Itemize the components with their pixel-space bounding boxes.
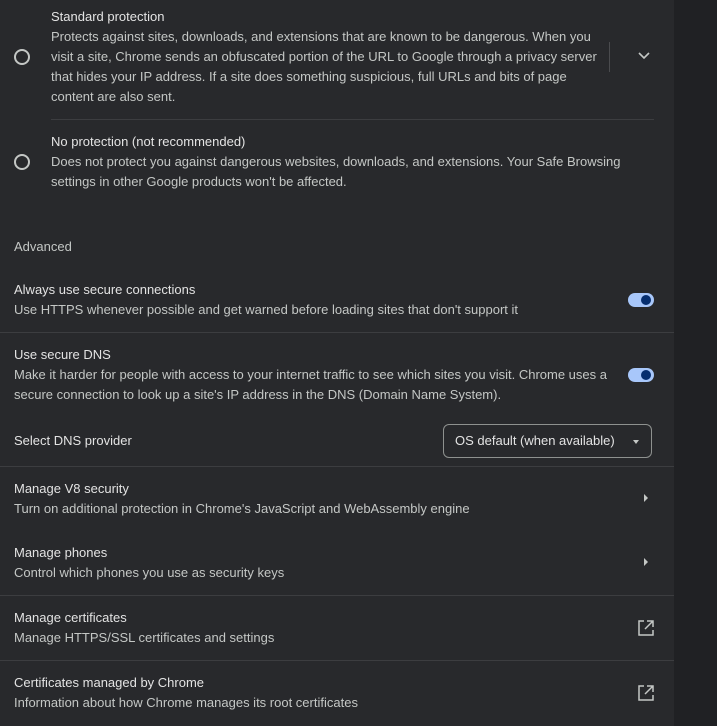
chrome-certificates-title: Certificates managed by Chrome: [14, 675, 205, 690]
no-protection-description: [51, 152, 631, 192]
manage-certificates-row[interactable]: [0, 596, 674, 660]
row-divider: [0, 332, 674, 333]
secure-dns-toggle[interactable]: [628, 368, 654, 382]
page-gutter: [674, 0, 717, 726]
v8-description: Turn on additional protection in Chrome's JavaScript and WebAssembly engine: [14, 501, 470, 516]
arrow-right-icon: [644, 558, 648, 566]
desc-line: Make it harder for people with access to your internet traffic to see which sites you visit. Chrome uses a: [14, 367, 607, 382]
certificates-title: Manage certificates: [14, 610, 127, 625]
phones-description: Control which phones you use as security keys: [14, 565, 285, 580]
secure-connections-description: Use HTTPS whenever possible and get warned before loading sites that don't support it: [14, 302, 518, 317]
phones-title: Manage phones: [14, 545, 108, 560]
chrome-certificates-description: Information about how Chrome manages its root certificates: [14, 695, 358, 710]
standard-protection-description: [51, 27, 611, 107]
desc-line: settings in other Google products won't be affected.: [51, 174, 347, 189]
secure-connections-title: Always use secure connections: [14, 282, 196, 297]
caret-down-icon: [633, 440, 639, 444]
desc-line: content are also sent.: [51, 89, 176, 104]
open-in-new-icon: [637, 684, 655, 702]
dns-provider-value: OS default (when available): [455, 433, 615, 448]
standard-protection-radio[interactable]: [14, 49, 30, 65]
toggle-knob: [641, 295, 651, 305]
desc-line: Protects against sites, downloads, and extensions that are known to be dangerous. When you: [51, 29, 591, 44]
open-in-new-icon: [637, 619, 655, 637]
secure-dns-title: Use secure DNS: [14, 347, 111, 362]
standard-protection-title: Standard protection: [51, 9, 165, 24]
desc-line: visit a site, Chrome sends an obfuscated portion of the URL to Google through a privacy server: [51, 49, 597, 64]
expand-divider: [609, 42, 610, 72]
chevron-down-icon[interactable]: [637, 51, 651, 61]
v8-title: Manage V8 security: [14, 481, 129, 496]
advanced-heading: Advanced: [14, 239, 72, 254]
manage-v8-security-row[interactable]: [0, 467, 674, 531]
desc-line: that hides your IP address. If a site does something suspicious, full URLs and bits of page: [51, 69, 567, 84]
toggle-knob: [641, 370, 651, 380]
desc-line: secure connection to look up a site's IP address in the DNS (Domain Name System).: [14, 387, 502, 402]
manage-phones-row[interactable]: [0, 531, 674, 595]
secure-dns-description: [14, 365, 607, 405]
secure-connections-toggle[interactable]: [628, 293, 654, 307]
no-protection-title: No protection (not recommended): [51, 134, 246, 149]
certificates-description: Manage HTTPS/SSL certificates and settings: [14, 630, 275, 645]
chrome-certificates-row[interactable]: [0, 661, 674, 725]
no-protection-radio[interactable]: [14, 154, 30, 170]
dns-provider-select[interactable]: [443, 424, 652, 458]
arrow-right-icon: [644, 494, 648, 502]
dns-provider-label: Select DNS provider: [14, 433, 132, 448]
desc-line: Does not protect you against dangerous websites, downloads, and extensions. Your Safe Browsing: [51, 154, 621, 169]
radio-divider: [51, 119, 654, 120]
